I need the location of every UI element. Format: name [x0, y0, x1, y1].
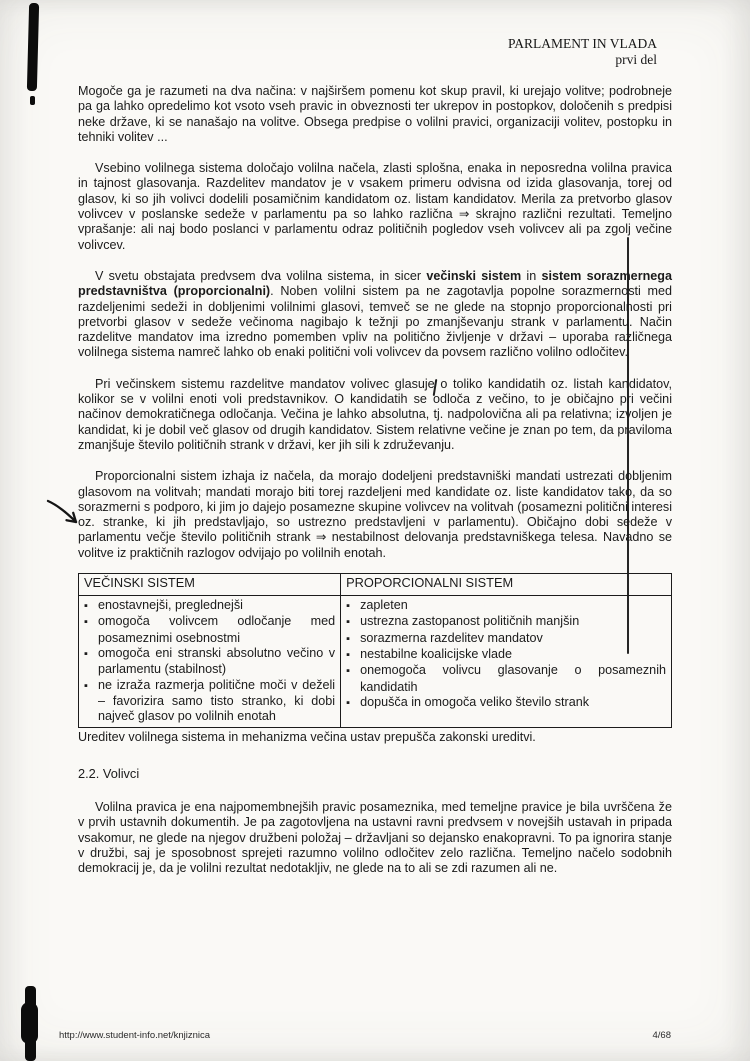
- table-header-row: [79, 574, 672, 596]
- bullet-item: ▪ onemogoča volivcu glasovanje o posameznih kandidatih: [346, 663, 666, 695]
- text-segment: V svetu obstajata predvsem dva volilna sistema, in sicer: [95, 268, 427, 283]
- text-segment: in: [521, 268, 542, 283]
- comparison-table: [78, 573, 672, 728]
- page-number: 4/68: [652, 1030, 671, 1041]
- document-subtitle: prvi del: [615, 52, 657, 67]
- bullet-item: ▪ dopušča in omogoča veliko število strank: [346, 695, 666, 711]
- paragraph-1: Mogoče ga je razumeti na dva načina: v najširšem pomenu kot skup pravil, ki urejajo volitve; podrobneje pa ga lahko opredelimo kot vsoto vseh pravic in obveznosti ter ukrepov in postopkov, določenih s predpisi neke države, ki se nanašajo na volitve. Obsega predpise o volilni pravici, organizaciji volitev, postopku in tehniki volitev ...: [78, 84, 672, 144]
- bullet-item: ▪ omogoča eni stranski absolutno večino v parlamentu (stabilnost): [84, 646, 335, 678]
- section-heading: 2.2. Volivci: [78, 765, 140, 781]
- bullet-item: ▪ nestabilne koalicijske vlade: [346, 647, 666, 663]
- paragraph-6: Volilna pravica je ena najpomembnejših pravic posameznika, med temeljne pravice je bila uvrščena že v prvih ustavnih dokumentih. Je pa zagotovljena na ustavni ravni predvsem v novejših ustavah in pripada vsakomur, ne glede na njegov družbeni položaj – državljani so dejansko enakopravni. To pa ignorira stanje v družbi, saj je sposobnost sprejeti razumno volilno odločitev zelo različna. Temeljno načelo sodobnih demokracij je, da je volilni rezultat nedotakljiv, ne glede na to ali se zdi razumen ali ne.: [78, 799, 672, 876]
- bullet-item: ▪ sorazmerna razdelitev mandatov: [346, 631, 666, 647]
- text-segment: . Noben volilni sistem pa ne zagotavlja popolne sorazmernosti med razdeljenimi sedeži in dobljenimi volilnimi glasovi, temveč se ne glede na stopnjo proporcionalnosti pri pretvorbi glasov v sedeže večinoma nagibajo k težnji po zmanjševanju strank v parlamentu. Način razdelitve mandatov ima izredno pomemben vpliv na politično življenje v državi – uporaba različnega volilnega sistema namreč lahko ob enaki politični voli volivcev da povsem različno volilno odločitev.: [78, 284, 672, 360]
- paragraph-3: [78, 269, 672, 361]
- table-header-proportional-system: PROPORCIONALNI SISTEM: [341, 574, 672, 596]
- bullet-item: ▪ omogoča volivcem odločanje med posameznimi osebnostmi: [84, 614, 335, 646]
- page-footer: [0, 1030, 750, 1044]
- bullet-item: ▪ enostavnejši, preglednejši: [84, 598, 335, 614]
- table-body-row: [79, 596, 672, 728]
- table-cell-majority: [79, 596, 341, 728]
- proportional-system-list: [346, 597, 666, 711]
- bold-term: večinski sistem: [426, 268, 522, 283]
- bullet-item: ▪ ne izraža razmerja politične moči v deželi – favorizira samo tisto stranko, ki dobi največ glasov po volilnih enotah: [84, 678, 335, 725]
- majority-system-list: [84, 597, 335, 724]
- document-body: [78, 84, 672, 892]
- footer-url: http://www.student-info.net/knjiznica: [59, 1030, 211, 1041]
- paragraph-5: Proporcionalni sistem izhaja iz načela, da morajo dodeljeni predstavniški mandati ustrezati dobljenim glasovom na volitvah; mandati morajo biti torej razdeljeni med kandidate oz. liste kandidatov tako, da so sorazmerni s podporo, ki jim jo dajejo posamezne skupine volivcev na volitvah (posamezni politični interesi oz. stranke, ki jih predstavljajo, so ustrezno predstavljeni v parlamentu). Običajno dobi sedeže v parlamentu večje število političnih strank ⇒ nestabilnost delovanja predstavniškega telesa. Navadno se volitve iz praktičnih razlogov odvijajo po volilnih enotah.: [78, 469, 672, 560]
- bullet-item: ▪ zapleten: [346, 598, 666, 614]
- table-cell-proportional: [341, 596, 672, 728]
- paragraph-2: Vsebino volilnega sistema določajo volilna načela, zlasti splošna, enaka in neposredna volilna pravica in tajnost glasovanja. Razdelitev mandatov je v vsakem primeru odvisna od izida glasovanja, torej od glasov, ki so jih volivci dodelili posamičnim kandidatom oz. listam kandidatov. Merila za pretvorbo glasov volivcev v poslanske sedeže v parlamentu pa so lahko različna ⇒ skrajno različni rezultati. Temeljno vprašanje: ali naj bodo poslanci v parlamentu odraz političnih pogledov vseh volivcev ali pa zgolj večine volivcev.: [78, 161, 672, 252]
- after-table-note: Ureditev volilnega sistema in mehanizma večina ustav prepušča zakonski ureditvi.: [78, 730, 536, 745]
- document-header: [508, 36, 657, 68]
- paragraph-4: Pri večinskem sistemu razdelitve mandatov volivec glasuje o toliko kandidatih oz. listah kandidatov, kolikor se v volilni enoti voli predstavnikov. O kandidatih se odloča z večino, to je običajno pri večini načinov demokratičnega odločanja. Večina je lahko absolutna, tj. nadpolovična ali pa relativna; izvoljen je kandidat, ki je dobil več glasov od drugih kandidatov. Sistem relativne večine je znan po tem, da praviloma zmanjšuje število političnih strank v državi, ker jih sili k združevanju.: [78, 376, 672, 452]
- document-title: PARLAMENT IN VLADA: [507, 36, 657, 51]
- bullet-item: ▪ ustrezna zastopanost političnih manjšin: [346, 614, 666, 630]
- table-header-majority-system: VEČINSKI SISTEM: [79, 574, 341, 596]
- bold-term: sistem sorazmernega predstavništva (proporcionalni): [78, 268, 672, 299]
- scan-artifact-top-left-dot: [30, 96, 35, 105]
- scan-artifact-top-left: [27, 3, 39, 91]
